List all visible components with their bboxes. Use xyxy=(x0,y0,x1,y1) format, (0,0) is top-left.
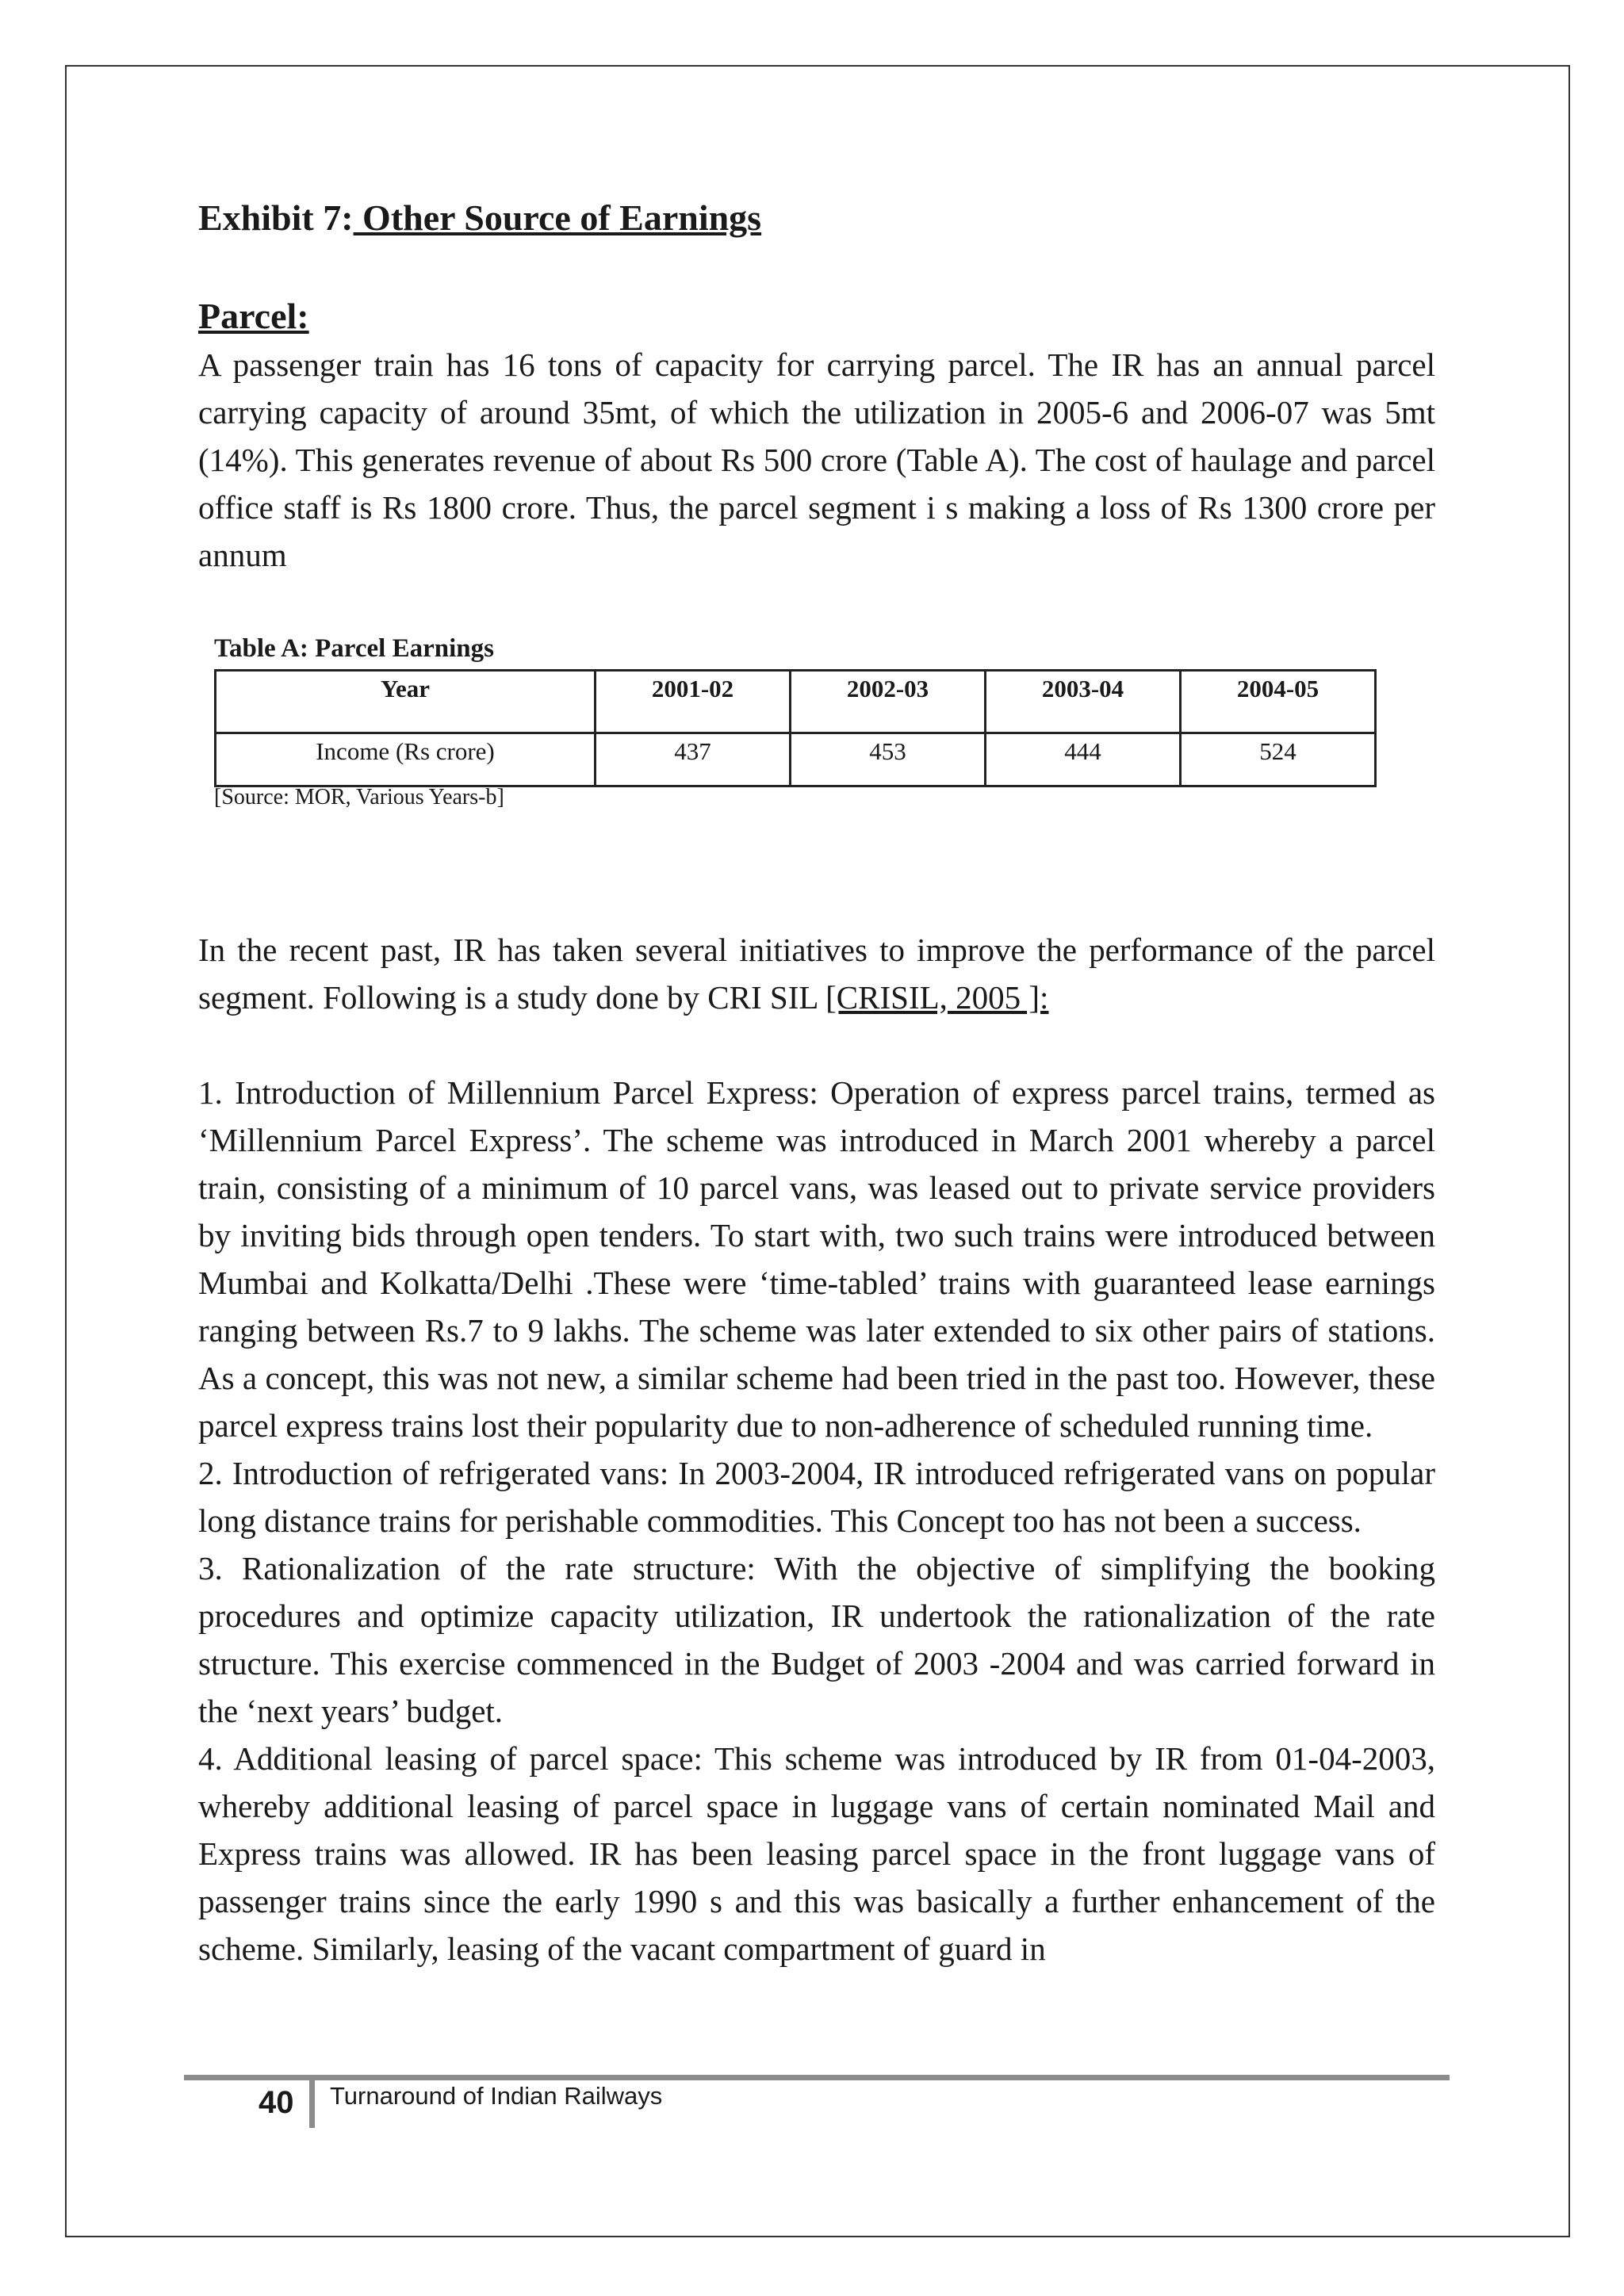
list-item: 3. Rationalization of the rate structure: With the objective of simplifying the booking procedures and optimize capacity utilization, IR undertook the rationalization of the rate structure. This exercise commenced in the Budget of 2003 -2004 and was carried forward in the ‘next years’ budget. xyxy=(198,1550,1435,1729)
parcel-subheading: Parcel: xyxy=(198,296,309,336)
list-item: 4. Additional leasing of parcel space: This scheme was introduced by IR from 01-04-2003, whereby additional leasing of parcel space in luggage vans of certain nominated Mail and Express trains was allowed. IR has been leasing parcel space in the front luggage vans of passenger trains since the early 1990 s and this was basically a further enhancement of the scheme. Similarly, leasing of the vacant compartment of guard in xyxy=(198,1740,1435,1967)
table-cell: Income (Rs crore) xyxy=(216,733,596,786)
table-header-row xyxy=(216,671,1376,733)
exhibit-prefix: Exhibit 7: xyxy=(198,197,354,238)
parcel-earnings-table xyxy=(214,669,1377,787)
table-header-cell: 2002-03 xyxy=(791,671,986,733)
parcel-paragraph: A passenger train has 16 tons of capacity for carrying parcel. The IR has an annual parcel carrying capacity of around 35mt, of which the utilization in 2005-6 and 2006-07 was 5mt (14%). This generates revenue of about Rs 500 crore (Table A). The cost of haulage and parcel office staff is Rs 1800 crore. Thus, the parcel segment i s making a loss of Rs 1300 crore per annum xyxy=(198,346,1435,573)
table-header-cell: 2004-05 xyxy=(1181,671,1376,733)
exhibit-title: Other Source of Earnings xyxy=(353,197,762,238)
footer-divider xyxy=(184,2075,1450,2080)
table-cell: 444 xyxy=(986,733,1181,786)
list-item: 2. Introduction of refrigerated vans: In 2003-2004, IR introduced refrigerated vans on popular long distance trains for perishable commodities. This Concept too has not been a success. xyxy=(198,1455,1435,1539)
footer-document-title: Turnaround of Indian Railways xyxy=(330,2082,663,2110)
table-row xyxy=(216,733,1376,786)
footer-vertical-divider xyxy=(309,2080,315,2128)
initiatives-intro xyxy=(198,926,1435,1021)
table-title: Table A: Parcel Earnings xyxy=(214,634,494,663)
initiatives-list xyxy=(198,1069,1435,1973)
table-header-cell: 2003-04 xyxy=(986,671,1181,733)
table-cell: 437 xyxy=(596,733,791,786)
table-header-cell: Year xyxy=(216,671,596,733)
exhibit-heading xyxy=(198,197,761,239)
crisil-reference-link[interactable]: [CRISIL, 2005 ]: xyxy=(825,979,1049,1016)
table-source-note: [Source: MOR, Various Years-b] xyxy=(214,785,504,809)
list-item: 1. Introduction of Millennium Parcel Express: Operation of express parcel trains, termed as ‘Millennium Parcel Express’. The scheme was introduced in March 2001 whereby a parcel train, consisting of a minimum of 10 parcel vans, was leased out to private service providers by inviting bids through open tenders. To start with, two such trains were introduced between Mumbai and Kolkatta/Delhi .These were ‘time-tabled’ trains with guaranteed lease earnings ranging between Rs.7 to 9 lakhs. The scheme was later extended to six other pairs of stations. As a concept, this was not new, a similar scheme had been tried in the past too. However, these parcel express trains lost their popularity due to non-adherence of scheduled running time. xyxy=(198,1074,1435,1444)
table-header-cell: 2001-02 xyxy=(596,671,791,733)
table-cell: 524 xyxy=(1181,733,1376,786)
table-cell: 453 xyxy=(791,733,986,786)
initiatives-intro-text: In the recent past, IR has taken several initiatives to improve the performance of the parcel segment. Following is a study done by CRI SIL xyxy=(198,932,1435,1016)
page-number: 40 xyxy=(259,2085,294,2120)
